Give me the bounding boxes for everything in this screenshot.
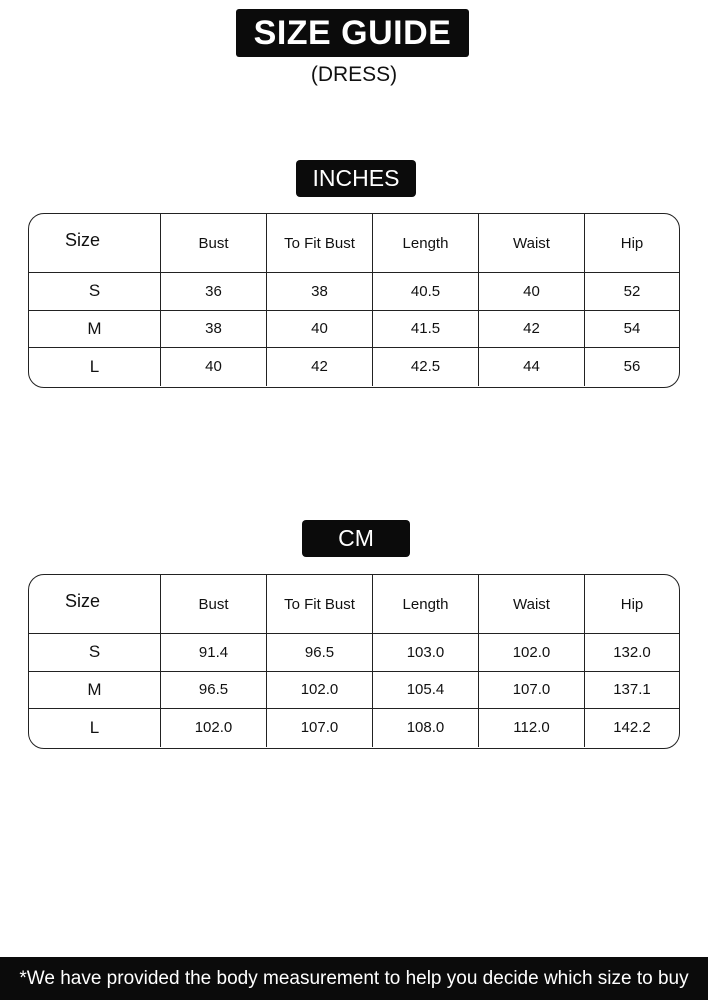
table-row [29, 709, 679, 747]
table-cell: 96.5 [267, 634, 373, 671]
table-cell: 38 [267, 273, 373, 310]
measurement-note-banner [0, 957, 708, 1000]
table-cell: M [29, 311, 161, 348]
header-cell: To Fit Bust [267, 575, 373, 633]
table-cell: 96.5 [161, 672, 267, 709]
table-cell: 132.0 [613, 643, 651, 661]
table-row [29, 273, 679, 311]
cm-label [302, 520, 410, 557]
table-cell: 105.4 [373, 672, 479, 709]
table-cell: 40 [267, 311, 373, 348]
table-cell: 40 [479, 273, 585, 310]
header-cell: Hip [620, 234, 644, 252]
table-header-row [29, 214, 679, 273]
header-cell: Waist [479, 575, 585, 633]
table-cell: 91.4 [161, 634, 267, 671]
table-cell: 102.0 [267, 672, 373, 709]
garment-subtitle: (DRESS) [310, 63, 398, 86]
table-cell: L [29, 348, 161, 386]
table-cell: S [29, 634, 161, 671]
table-cell: 107.0 [479, 672, 585, 709]
table-cell: 142.2 [613, 719, 651, 737]
header-cell: Hip [620, 595, 644, 613]
measurement-note: *We have provided the body measurement to help you decide which size to buy [19, 967, 689, 989]
table-cell: 42.5 [373, 348, 479, 386]
table-cell: 107.0 [267, 709, 373, 747]
table-cell: 137.1 [613, 681, 651, 699]
table-cell: 108.0 [373, 709, 479, 747]
table-cell: M [29, 672, 161, 709]
table-row [29, 634, 679, 672]
table-cell: 40 [161, 348, 267, 386]
title-text: SIZE GUIDE [253, 13, 452, 52]
header-cell: Length [373, 575, 479, 633]
table-cell: L [29, 709, 161, 747]
cm-table [28, 574, 680, 749]
table-cell: 42 [479, 311, 585, 348]
table-cell: 112.0 [479, 709, 585, 747]
table-cell: 56 [623, 358, 641, 376]
table-row [29, 348, 679, 386]
table-header-row [29, 575, 679, 634]
table-cell: 36 [161, 273, 267, 310]
table-cell: 103.0 [373, 634, 479, 671]
inches-label-text: INCHES [312, 165, 400, 191]
header-cell: Size [29, 575, 161, 633]
table-cell: 42 [267, 348, 373, 386]
header-cell: Length [373, 214, 479, 272]
table-cell: 52 [623, 282, 641, 300]
table-cell: 41.5 [373, 311, 479, 348]
inches-label [296, 160, 416, 197]
table-cell: 38 [161, 311, 267, 348]
table-cell: 102.0 [161, 709, 267, 747]
header-cell: To Fit Bust [267, 214, 373, 272]
table-cell: 44 [479, 348, 585, 386]
header-cell: Bust [161, 214, 267, 272]
table-cell: S [29, 273, 161, 310]
header-cell: Waist [479, 214, 585, 272]
header-cell: Size [29, 214, 161, 272]
table-row [29, 311, 679, 349]
size-guide-title [236, 9, 469, 57]
cm-label-text: CM [338, 525, 374, 551]
header-cell: Bust [161, 575, 267, 633]
inches-table [28, 213, 680, 388]
table-row [29, 672, 679, 710]
table-cell: 40.5 [373, 273, 479, 310]
table-cell: 54 [623, 320, 641, 338]
table-cell: 102.0 [479, 634, 585, 671]
